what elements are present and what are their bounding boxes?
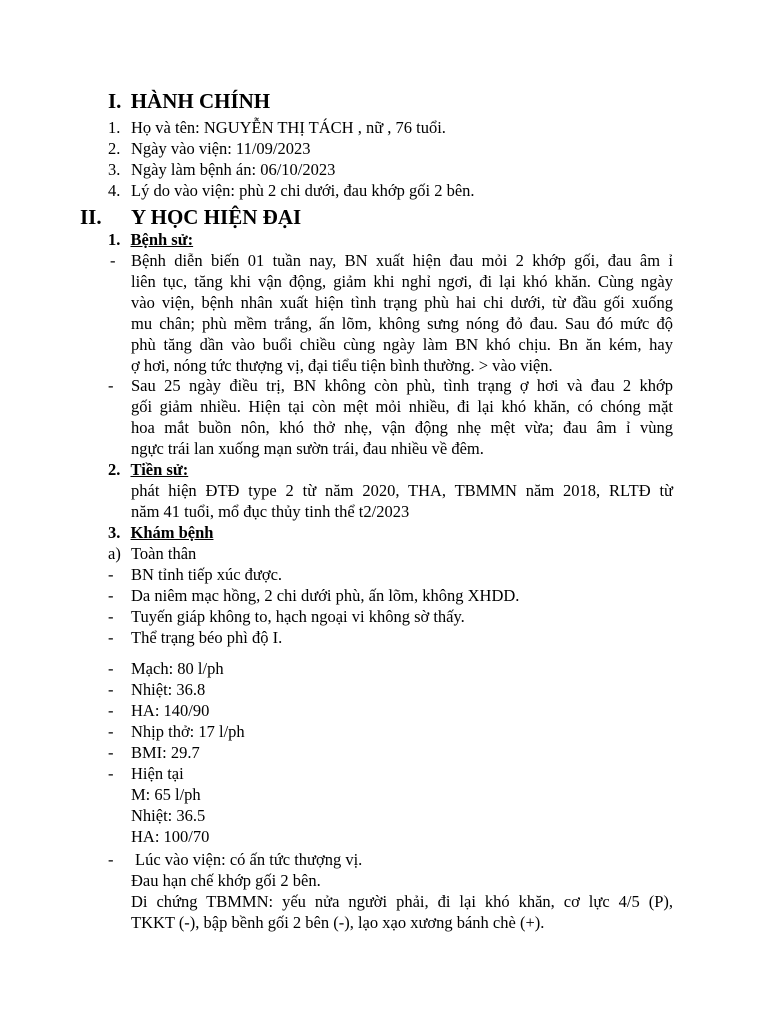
paragraph-line: Bệnh diễn biến 01 tuần nay, BN xuất hiện đau mỏi 2 khớp gối, đau âm ỉ <box>131 251 673 270</box>
past-history-text <box>131 480 673 522</box>
section-1-number: I. <box>108 89 122 113</box>
bullet-dash: - <box>108 586 114 605</box>
bullet-dash: - <box>108 764 114 783</box>
paragraph-line: hoa mắt buồn nôn, khó thở nhẹ, vận động nhẹ mệt vừa; đau âm ỉ vùng <box>131 418 673 437</box>
bmi-value: BMI: 29.7 <box>131 743 200 762</box>
bullet-dash: - <box>108 376 114 395</box>
history-paragraph-2 <box>131 375 673 459</box>
sub-label: a) <box>108 544 121 563</box>
temperature-value: Nhiệt: 36.8 <box>131 680 206 699</box>
list-item: Tuyến giáp không to, hạch ngoại vi không sờ thấy. <box>131 607 465 626</box>
paragraph-line: vào viện, bệnh nhân xuất hiện tình trạng phù hai chi dưới, từ đầu gối xuống <box>131 293 673 312</box>
current-blood-pressure: HA: 100/70 <box>131 827 210 846</box>
paragraph-line: phù tăng dần vào buổi chiều cùng ngày làm BN khó chịu. Bn ăn kém, hay <box>131 335 673 354</box>
admission-reason-line: Lý do vào viện: phù 2 chi dưới, đau khớp gối 2 bên. <box>131 181 475 200</box>
examination-title: Khám bệnh <box>130 523 214 542</box>
list-number: 2. <box>108 460 121 479</box>
stroke-sequela-text <box>131 891 673 933</box>
respiratory-rate-value: Nhịp thở: 17 l/ph <box>131 722 245 741</box>
history-paragraph-1 <box>131 250 673 376</box>
paragraph-line: ngực trái lan xuống mạn sườn trái, đau nhiều về đêm. <box>131 439 484 458</box>
list-number: 2. <box>108 139 121 158</box>
bullet-dash: - <box>108 680 114 699</box>
history-title: Bệnh sử: <box>130 230 194 249</box>
section-1-heading <box>108 88 270 114</box>
blood-pressure-value: HA: 140/90 <box>131 701 210 720</box>
list-number: 1. <box>108 230 121 249</box>
patient-name-line: Họ và tên: NGUYỄN THỊ TÁCH , nữ , 76 tuổi. <box>131 118 446 137</box>
bullet-dash: - <box>108 659 114 678</box>
past-history-title: Tiền sử: <box>130 460 189 479</box>
general-exam-label: Toàn thân <box>131 544 197 563</box>
list-item: BN tỉnh tiếp xúc được. <box>131 565 283 584</box>
record-date-line: Ngày làm bệnh án: 06/10/2023 <box>131 160 336 179</box>
paragraph-line: liên tục, tăng khi vận động, giảm khi nghỉ ngơi, đi lại khó khăn. Cùng ngày <box>131 272 673 291</box>
bullet-dash: - <box>108 565 114 584</box>
section-2-number: II. <box>80 205 102 229</box>
list-number: 1. <box>108 118 121 137</box>
list-number: 3. <box>108 523 121 542</box>
paragraph-line: TKKT (-), bập bềnh gối 2 bên (-), lạo xạo xương bánh chè (+). <box>131 913 545 932</box>
paragraph-line: phát hiện ĐTĐ type 2 từ năm 2020, THA, TBMMN năm 2018, RLTĐ từ <box>131 481 673 500</box>
paragraph-line: Sau 25 ngày điều trị, BN không còn phù, tình trạng ợ hơi và đau 2 khớp <box>131 376 673 395</box>
current-pulse: M: 65 l/ph <box>131 785 201 804</box>
paragraph-line: mu chân; phù mềm trắng, ấn lõm, không sưng nóng đỏ đau. Sau đó mức độ <box>131 314 673 333</box>
bullet-dash: - <box>110 251 116 270</box>
paragraph-line: năm 41 tuổi, mổ đục thủy tinh thể t2/2023 <box>131 502 410 521</box>
section-1-title: HÀNH CHÍNH <box>130 89 271 113</box>
section-2-heading <box>80 204 102 230</box>
paragraph-line: ợ hơi, nóng tức thượng vị, đại tiểu tiện bình thường. > vào viện. <box>131 356 553 375</box>
current-label: Hiện tại <box>131 764 184 783</box>
bullet-dash: - <box>108 701 114 720</box>
past-history-heading <box>108 459 188 480</box>
list-number: 4. <box>108 181 121 200</box>
bullet-dash: - <box>108 628 114 647</box>
admission-date-line: Ngày vào viện: 11/09/2023 <box>131 139 311 158</box>
knee-finding: Đau hạn chế khớp gối 2 bên. <box>131 871 321 890</box>
paragraph-line: Di chứng TBMMN: yếu nửa người phải, đi lại khó khăn, cơ lực 4/5 (P), <box>131 892 673 911</box>
admission-finding: Lúc vào viện: có ấn tức thượng vị. <box>135 850 363 869</box>
list-number: 3. <box>108 160 121 179</box>
list-item: Thể trạng béo phì độ I. <box>131 628 283 647</box>
bullet-dash: - <box>108 722 114 741</box>
examination-heading <box>108 522 213 543</box>
current-temperature: Nhiệt: 36.5 <box>131 806 206 825</box>
paragraph-line: gối giảm nhiều. Hiện tại còn mệt mỏi nhiều, đi lại khó khăn, có chóng mặt <box>131 397 673 416</box>
list-item: Da niêm mạc hồng, 2 chi dưới phù, ấn lõm, không XHDD. <box>131 586 520 605</box>
pulse-value: Mạch: 80 l/ph <box>131 659 224 678</box>
bullet-dash: - <box>108 743 114 762</box>
bullet-dash: - <box>108 607 114 626</box>
history-heading <box>108 229 193 250</box>
bullet-dash: - <box>108 850 114 869</box>
section-2-title: Y HỌC HIỆN ĐẠI <box>131 205 302 229</box>
